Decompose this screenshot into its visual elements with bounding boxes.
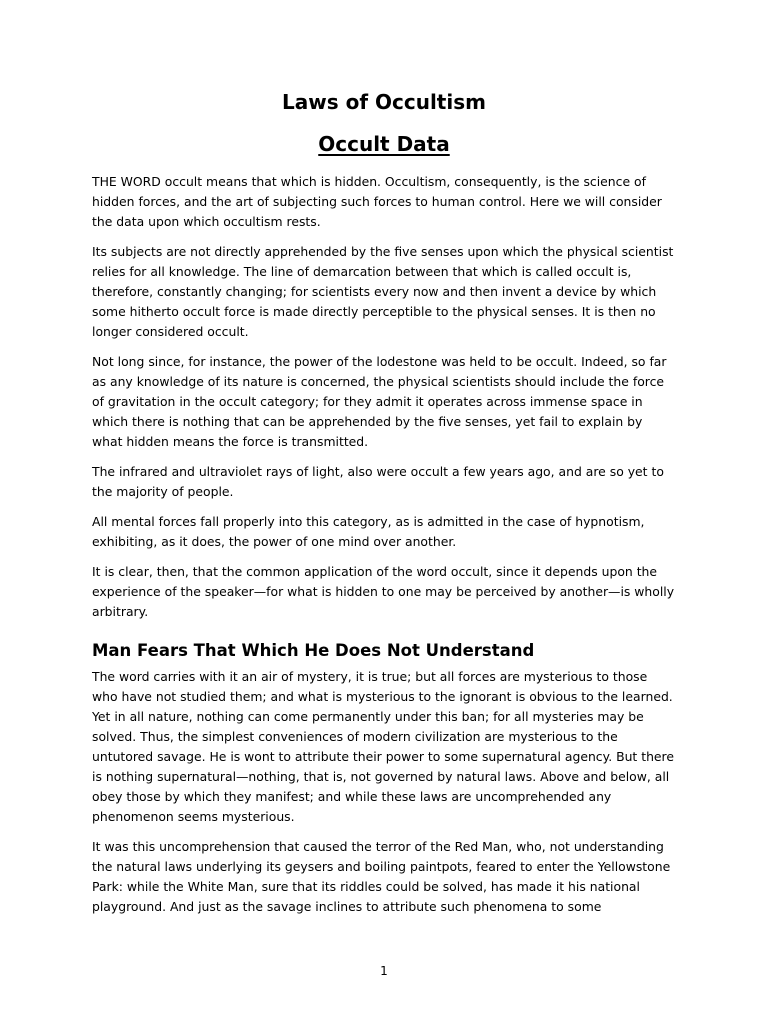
paragraph: Its subjects are not directly apprehended by the five senses upon which the physical scientist relies for all knowledge. The line of demarcation between that which is called occult is, therefore, constantly changing; for scientists every now and then invent a device by which some hitherto occult force is made directly perceptible to the physical senses. It is then no longer considered occult.: [92, 244, 674, 339]
paragraph: Not long since, for instance, the power of the lodestone was held to be occult. Indeed, so far as any knowledge of its nature is concerned, the physical scientists should include the force of gravitation in the occult category; for they admit it operates across immense space in which there is nothing that can be apprehended by the five senses, yet fail to explain by what hidden means the force is transmitted.: [92, 354, 667, 449]
section-title-text: Occult Data: [318, 132, 450, 156]
paragraph: It was this uncomprehension that caused the terror of the Red Man, who, not understanding the natural laws underlying its geysers and boiling paintpots, feared to enter the Yellowstone Park: while the White Man, sure that its riddles could be solved, has made it his national playground. And just as the savage inclines to attribute such phenomena to some: [92, 839, 671, 915]
page-number: 1: [380, 964, 388, 978]
section-title: [92, 132, 676, 156]
paragraph: The infrared and ultraviolet rays of light, also were occult a few years ago, and are so yet to the majority of people.: [92, 464, 664, 499]
document-title: Laws of Occultism: [282, 90, 486, 114]
paragraph: THE WORD occult means that which is hidden. Occultism, consequently, is the science of hidden forces, and the art of subjecting such forces to human control. Here we will consider the data upon which occultism rests.: [92, 174, 662, 229]
paragraph: All mental forces fall properly into this category, as is admitted in the case of hypnotism, exhibiting, as it does, the power of one mind over another.: [92, 514, 645, 549]
paragraph: The word carries with it an air of mystery, it is true; but all forces are mysterious to those who have not studied them; and what is mysterious to the ignorant is obvious to the learned. Yet in all nature, nothing can come permanently under this ban; for all mysteries may be solved. Thus, the simplest conveniences of modern civilization are mysterious to the untutored savage. He is wont to attribute their power to some supernatural agency. But there is nothing supernatural—nothing, that is, not governed by natural laws. Above and below, all obey those by which they manifest; and while these laws are uncomprehended any phenomenon seems mysterious.: [92, 669, 674, 825]
paragraph: It is clear, then, that the common application of the word occult, since it depends upon the experience of the speaker—for what is hidden to one may be perceived by another—is wholly arbitrary.: [92, 564, 675, 619]
page-content: [92, 90, 676, 927]
section-heading: Man Fears That Which He Does Not Understand: [92, 641, 535, 660]
